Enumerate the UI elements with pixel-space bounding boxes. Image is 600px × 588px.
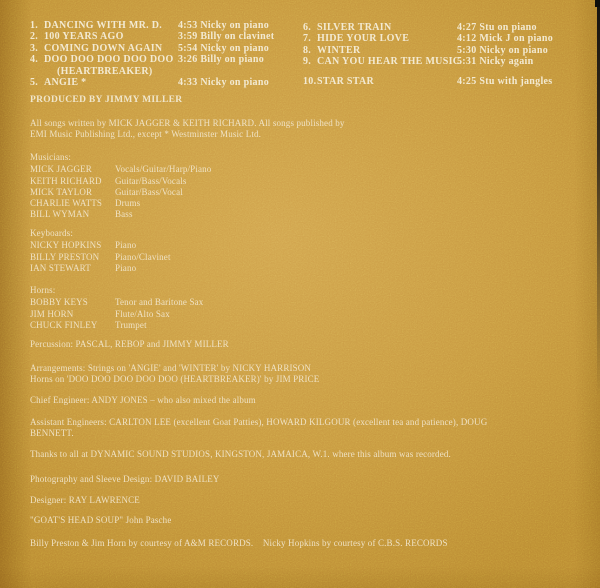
assistant-engineers-credit (30, 417, 487, 440)
track-row (303, 76, 553, 87)
track-number: 6. (303, 22, 312, 33)
personnel-musicians (30, 152, 211, 221)
credit-line: Billy Preston & Jim Horn by courtesy of A&M RECORDS. Nicky Hopkins by courtesy of C.B.S. RECORDS (30, 538, 448, 548)
credit-line: All songs written by MICK JAGGER & KEITH RICHARD. All songs published by (30, 118, 345, 128)
personnel-name: JIM HORN (30, 308, 74, 319)
thanks-credit (30, 449, 451, 460)
personnel-name: CHARLIE WATTS (30, 198, 103, 209)
designer-credit (30, 495, 140, 506)
personnel-heading: Keyboards: (30, 228, 73, 238)
track-row (303, 22, 553, 33)
personnel-horns (30, 285, 203, 331)
track-title: ANGIE * (44, 77, 87, 89)
track-time-note: 3:26 Billy on piano (178, 54, 264, 66)
track-row (30, 31, 274, 42)
track-title: SILVER TRAIN (317, 22, 392, 33)
track-title: CAN YOU HEAR THE MUSIC (317, 56, 461, 68)
credit-line: Arrangements: Strings on 'ANGIE' and 'WINTER' by NICKY HARRISON (30, 363, 312, 373)
personnel-row (30, 164, 211, 175)
credit-line: "GOAT'S HEAD SOUP" John Pasche (30, 515, 172, 525)
personnel-role: Vocals/Guitar/Harp/Piano (115, 164, 212, 175)
personnel-row (30, 309, 203, 320)
personnel-name: CHUCK FINLEY (30, 319, 98, 330)
personnel-row (30, 187, 211, 198)
personnel-role: Piano (115, 240, 137, 251)
track-number: 10. (303, 75, 317, 87)
produced-by-credit: PRODUCED BY JIMMY MILLER (30, 95, 183, 105)
personnel-heading: Horns: (30, 285, 56, 295)
track-row (30, 43, 274, 54)
personnel-keyboards (30, 228, 171, 274)
personnel-name: BOBBY KEYS (30, 297, 88, 308)
track-title: STAR STAR (317, 75, 375, 87)
tracklist-left (30, 20, 274, 88)
track-time-note: 5:31 Nicky again (457, 56, 534, 68)
publishing-note (30, 118, 345, 141)
track-row (30, 77, 274, 88)
track-time-note: 3:59 Billy on clavinet (178, 31, 275, 43)
credit-line: Thanks to all at DYNAMIC SOUND STUDIOS, KINGSTON, JAMAICA, W.1. where this album was recorded. (30, 449, 451, 459)
track-number: 4. (30, 54, 39, 66)
personnel-row (30, 263, 171, 274)
track-number: 2. (30, 31, 39, 43)
track-time-note: 4:25 Stu with jangles (457, 75, 553, 87)
personnel-row (30, 297, 203, 308)
album-title-credit (30, 515, 171, 526)
personnel-role: Guitar/Bass/Vocal (115, 186, 183, 197)
personnel-name: NICKY HOPKINS (30, 240, 102, 251)
personnel-role: Tenor and Baritone Sax (115, 297, 204, 308)
personnel-name: BILL WYMAN (30, 209, 90, 220)
track-title: DANCING WITH MR. D. (44, 20, 163, 31)
track-number: 8. (303, 44, 312, 56)
personnel-role: Trumpet (115, 319, 147, 330)
personnel-role: Bass (115, 209, 133, 220)
courtesy-credit (30, 538, 448, 549)
personnel-row (30, 240, 171, 251)
personnel-name: KEITH RICHARD (30, 175, 102, 186)
track-row (30, 20, 274, 31)
chief-engineer-credit (30, 395, 256, 406)
track-time-note: 4:33 Nicky on piano (178, 77, 269, 89)
photography-credit (30, 474, 220, 485)
track-number: 5. (30, 77, 39, 89)
personnel-role: Drums (115, 198, 141, 209)
personnel-role: Flute/Alto Sax (115, 308, 170, 319)
arrangements-credit (30, 363, 319, 386)
track-number: 9. (303, 56, 312, 68)
track-row (303, 45, 553, 56)
track-number: 7. (303, 33, 312, 45)
personnel-row (30, 320, 203, 331)
credit-line: Horns on 'DOO DOO DOO DOO DOO (HEARTBREAKER)' by JIM PRICE (30, 374, 320, 385)
credit-line: Percussion: PASCAL, REBOP and JIMMY MILLER (30, 339, 229, 349)
track-row (303, 33, 553, 44)
track-time-note: 4:12 Mick J on piano (457, 33, 554, 45)
track-number: 3. (30, 42, 39, 54)
personnel-row (30, 252, 171, 263)
personnel-name: MICK JAGGER (30, 164, 92, 175)
track-title: COMING DOWN AGAIN (44, 42, 163, 54)
percussion-credit (30, 339, 229, 350)
credit-line: Assistant Engineers: CARLTON LEE (excellent Goat Patties), HOWARD KILGOUR (excellent tea and patience), DOUG (30, 417, 488, 427)
track-row (303, 56, 553, 67)
personnel-row (30, 209, 211, 220)
personnel-heading: Musicians: (30, 152, 71, 162)
personnel-name: MICK TAYLOR (30, 186, 93, 197)
track-time-note: 5:30 Nicky on piano (457, 44, 548, 56)
personnel-role: Piano/Clavinet (115, 251, 171, 262)
personnel-name: BILLY PRESTON (30, 251, 100, 262)
credit-line: EMI Music Publishing Ltd., except * Westminster Music Ltd. (30, 129, 262, 140)
tracklist-right (303, 22, 553, 87)
track-time-note: 4:27 Stu on piano (457, 22, 537, 33)
scan-corner-artifact (595, 0, 600, 7)
track-title: HIDE YOUR LOVE (317, 33, 410, 45)
track-title: WINTER (317, 44, 361, 56)
credit-line: BENNETT. (30, 428, 74, 439)
track-title: 100 YEARS AGO (44, 31, 124, 43)
track-row (30, 54, 274, 77)
personnel-role: Guitar/Bass/Vocals (115, 175, 187, 186)
personnel-row (30, 198, 211, 209)
personnel-role: Piano (115, 262, 137, 273)
track-time-note: 4:53 Nicky on piano (178, 20, 269, 31)
track-title-continued: (HEARTBREAKER) (57, 65, 153, 77)
track-time-note: 5:54 Nicky on piano (178, 42, 269, 54)
personnel-name: IAN STEWART (30, 262, 91, 273)
personnel-row (30, 176, 211, 187)
credit-line: Photography and Sleeve Design: DAVID BAILEY (30, 474, 220, 484)
credit-line: Chief Engineer: ANDY JONES – who also mixed the album (30, 395, 256, 405)
track-number: 1. (30, 20, 39, 31)
credit-line: Designer: RAY LAWRENCE (30, 495, 140, 505)
track-title: DOO DOO DOO DOO DOO (HEARTBREAKER) (44, 54, 178, 77)
